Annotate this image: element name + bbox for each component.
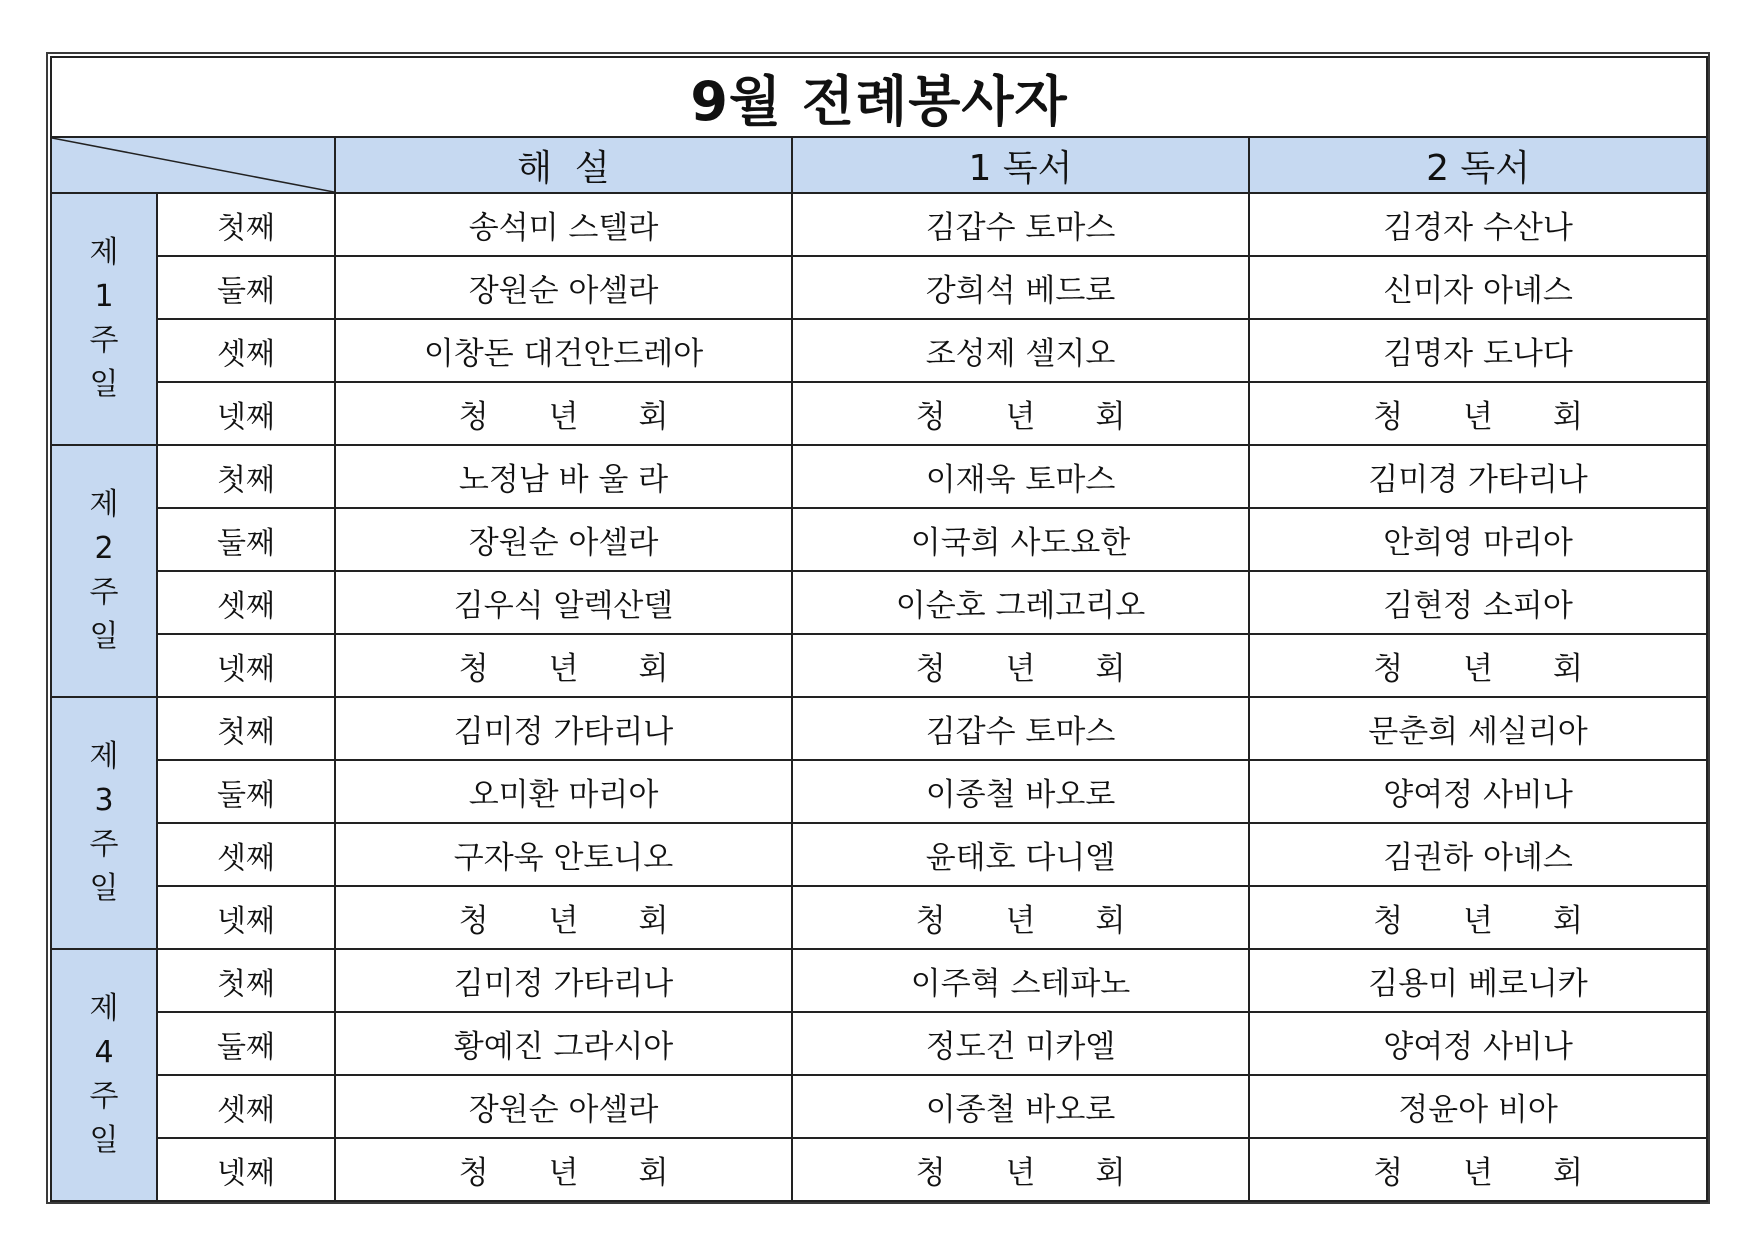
table-row [51,256,1707,319]
week-label-char: 제 [89,991,119,1026]
week-label-char: 1 [94,279,114,314]
server-name-cell: 이창돈 대건안드레아 [335,319,792,382]
server-name-cell: 양여정 사비나 [1249,1012,1707,1075]
table-row [51,193,1707,256]
youth-group-char: 청 [458,903,489,939]
ordinal-cell: 둘째 [157,760,335,823]
youth-group-char: 년 [1463,651,1493,687]
ordinal-cell: 첫째 [157,697,335,760]
week-label-cell [51,445,157,697]
youth-group-char: 청 [915,651,946,687]
youth-group-char: 회 [638,399,669,435]
youth-group-char: 년 [1005,651,1036,687]
youth-group-char: 년 [548,1155,579,1191]
week-label-char: 제 [89,487,119,522]
youth-group-char: 청 [458,1155,489,1191]
week-label-char: 주 [89,575,119,610]
youth-group-char: 회 [638,903,669,939]
week-label-cell [51,193,157,445]
column-header-reading-2: 2 독서 [1249,137,1707,193]
server-name-cell: 이순호 그레고리오 [792,571,1249,634]
table-row [51,1075,1707,1138]
server-name-cell: 김현정 소피아 [1249,571,1707,634]
youth-group-char: 청 [1373,399,1404,435]
server-name-cell: 오미환 마리아 [335,760,792,823]
ordinal-cell: 첫째 [157,949,335,1012]
server-name-cell: 김명자 도나다 [1249,319,1707,382]
youth-group-char: 년 [1463,399,1493,435]
week-label-char: 일 [89,1123,119,1158]
table-row [51,382,1707,445]
week-label-char: 2 [94,531,114,566]
youth-group-char: 년 [1005,399,1036,435]
youth-group-char: 회 [1553,903,1583,939]
server-name-cell: 조성제 셀지오 [792,319,1249,382]
youth-group-char: 년 [1005,1155,1036,1191]
table-row [51,760,1707,823]
ordinal-cell: 넷째 [157,886,335,949]
table-row [51,949,1707,1012]
ordinal-cell: 셋째 [157,1075,335,1138]
server-name-cell: 안희영 마리아 [1249,508,1707,571]
youth-group-cell [335,382,792,445]
table-row [51,508,1707,571]
week-label-char: 주 [89,1079,119,1114]
youth-group-char: 청 [1373,1155,1404,1191]
youth-group-cell [335,1138,792,1201]
youth-group-char: 회 [1095,399,1126,435]
server-name-cell: 김권하 아녜스 [1249,823,1707,886]
youth-group-char: 청 [458,399,489,435]
server-name-cell: 김갑수 토마스 [792,193,1249,256]
week-label-char: 제 [89,235,119,270]
ordinal-cell: 둘째 [157,256,335,319]
week-label-cell [51,949,157,1201]
youth-group-char: 청 [458,651,489,687]
server-name-cell: 구자욱 안토니오 [335,823,792,886]
column-header-reading-1: 1 독서 [792,137,1249,193]
youth-group-char: 년 [548,651,579,687]
week-label-char: 주 [89,323,119,358]
ordinal-cell: 셋째 [157,571,335,634]
youth-group-cell [792,1138,1249,1201]
youth-group-char: 회 [638,1155,669,1191]
server-name-cell: 정도건 미카엘 [792,1012,1249,1075]
youth-group-char: 년 [548,399,579,435]
server-name-cell: 이주혁 스테파노 [792,949,1249,1012]
server-name-cell: 김미정 가타리나 [335,949,792,1012]
server-name-cell: 이종철 바오로 [792,1075,1249,1138]
youth-group-cell [792,634,1249,697]
server-name-cell: 이국희 사도요한 [792,508,1249,571]
table-row [51,1012,1707,1075]
youth-group-char: 회 [638,651,669,687]
week-label-char: 일 [89,619,119,654]
week-label-char: 3 [94,783,114,818]
table-row [51,445,1707,508]
server-name-cell: 이종철 바오로 [792,760,1249,823]
youth-group-char: 회 [1095,1155,1126,1191]
server-name-cell: 정윤아 비아 [1249,1075,1707,1138]
corner-diagonal-cell [51,137,335,193]
youth-group-char: 년 [1463,903,1493,939]
ordinal-cell: 셋째 [157,823,335,886]
ordinal-cell: 첫째 [157,193,335,256]
youth-group-char: 년 [1005,903,1036,939]
server-name-cell: 노정남 바 울 라 [335,445,792,508]
week-label-char: 4 [94,1035,114,1070]
ordinal-cell: 둘째 [157,1012,335,1075]
diagonal-line-icon [52,138,334,192]
youth-group-cell [1249,382,1707,445]
server-name-cell: 장원순 아셀라 [335,508,792,571]
week-label-char: 일 [89,871,119,906]
youth-group-cell [1249,886,1707,949]
server-name-cell: 김미경 가타리나 [1249,445,1707,508]
youth-group-cell [335,634,792,697]
youth-group-cell [1249,1138,1707,1201]
youth-group-cell [335,886,792,949]
youth-group-char: 청 [1373,903,1404,939]
youth-group-cell [792,382,1249,445]
server-name-cell: 황예진 그라시아 [335,1012,792,1075]
table-row [51,886,1707,949]
server-name-cell: 장원순 아셀라 [335,256,792,319]
server-name-cell: 송석미 스텔라 [335,193,792,256]
youth-group-char: 청 [1373,651,1404,687]
ordinal-cell: 둘째 [157,508,335,571]
server-name-cell: 김갑수 토마스 [792,697,1249,760]
server-name-cell: 김경자 수산나 [1249,193,1707,256]
schedule-table [50,56,1708,1202]
table-row [51,823,1707,886]
ordinal-cell: 넷째 [157,1138,335,1201]
server-name-cell: 양여정 사비나 [1249,760,1707,823]
youth-group-char: 청 [915,1155,946,1191]
youth-group-char: 청 [915,903,946,939]
ordinal-cell: 첫째 [157,445,335,508]
youth-group-char: 회 [1095,651,1126,687]
youth-group-char: 년 [1463,1155,1493,1191]
youth-group-char: 청 [915,399,946,435]
youth-group-char: 회 [1095,903,1126,939]
youth-group-char: 회 [1553,1155,1583,1191]
table-row [51,634,1707,697]
ordinal-cell: 넷째 [157,634,335,697]
table-row [51,1138,1707,1201]
server-name-cell: 윤태호 다니엘 [792,823,1249,886]
server-name-cell: 김미정 가타리나 [335,697,792,760]
youth-group-char: 년 [548,903,579,939]
server-name-cell: 김용미 베로니카 [1249,949,1707,1012]
page-title: 9월 전례봉사자 [51,57,1707,137]
table-row [51,697,1707,760]
server-name-cell: 신미자 아녜스 [1249,256,1707,319]
table-row [51,319,1707,382]
table-row [51,571,1707,634]
week-label-cell [51,697,157,949]
server-name-cell: 장원순 아셀라 [335,1075,792,1138]
server-name-cell: 강희석 베드로 [792,256,1249,319]
server-name-cell: 김우식 알렉산델 [335,571,792,634]
server-name-cell: 이재욱 토마스 [792,445,1249,508]
ordinal-cell: 셋째 [157,319,335,382]
column-header-commentary: 해 설 [335,137,792,193]
ordinal-cell: 넷째 [157,382,335,445]
week-label-char: 일 [89,367,119,402]
week-label-char: 주 [89,827,119,862]
week-label-char: 제 [89,739,119,774]
youth-group-cell [792,886,1249,949]
youth-group-char: 회 [1553,399,1583,435]
server-name-cell: 문춘희 세실리아 [1249,697,1707,760]
youth-group-char: 회 [1553,651,1583,687]
youth-group-cell [1249,634,1707,697]
